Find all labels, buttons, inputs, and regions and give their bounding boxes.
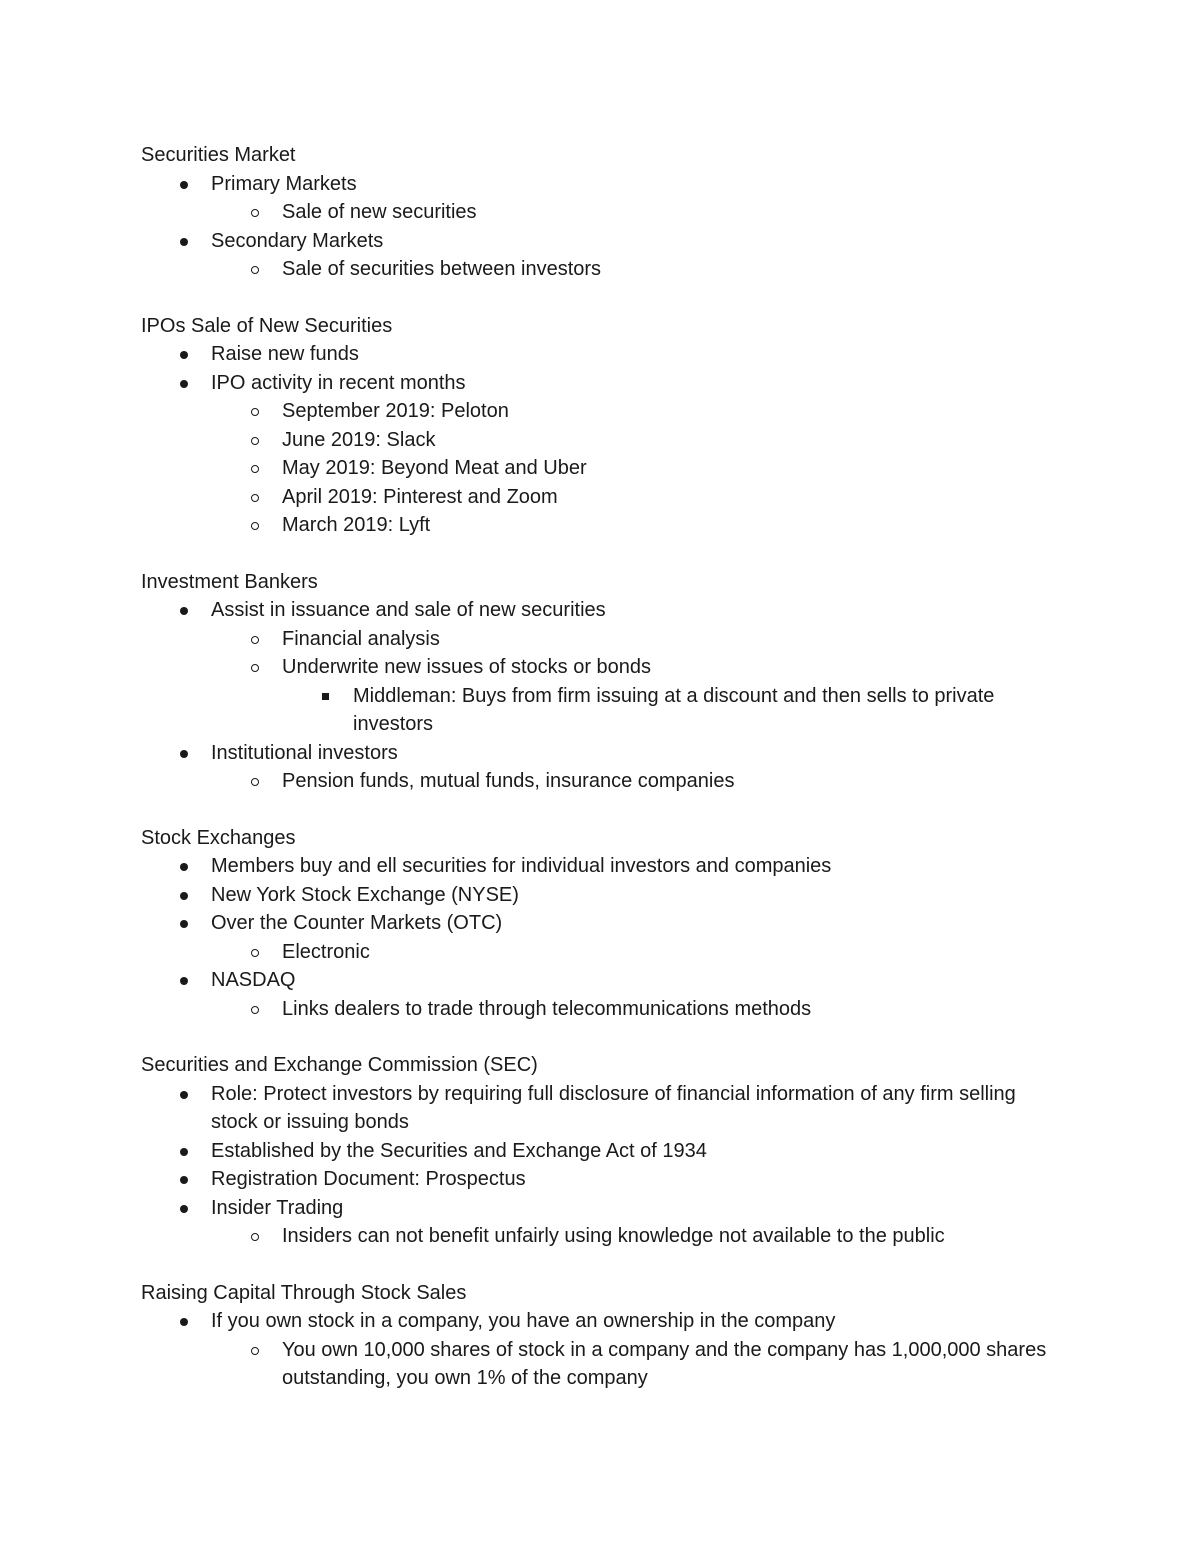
list-item-text: New York Stock Exchange (NYSE) bbox=[211, 883, 519, 906]
notes-section bbox=[141, 312, 1061, 540]
bullet-marker bbox=[177, 596, 191, 625]
bullet-list-level-2 bbox=[141, 1336, 1061, 1393]
list-item bbox=[141, 881, 1061, 910]
list-item bbox=[141, 255, 1061, 284]
bullet-marker bbox=[248, 454, 262, 483]
bullet-marker bbox=[177, 739, 191, 768]
list-item-row bbox=[141, 255, 1061, 284]
section-heading: IPOs Sale of New Securities bbox=[141, 314, 393, 337]
bullet-marker bbox=[248, 255, 262, 284]
list-item bbox=[141, 1137, 1061, 1166]
bullet-marker bbox=[248, 1222, 262, 1251]
list-item-text: Sale of securities between investors bbox=[282, 258, 602, 280]
bullet-marker bbox=[318, 682, 332, 711]
list-item-row bbox=[141, 966, 1061, 995]
bullet-square-icon bbox=[322, 693, 329, 700]
list-item bbox=[141, 170, 1061, 227]
bullet-marker bbox=[177, 1307, 191, 1336]
list-item-row bbox=[141, 340, 1061, 369]
bullet-ring-icon bbox=[251, 778, 259, 786]
list-item-text: Institutional investors bbox=[211, 741, 398, 764]
notes-section bbox=[141, 1279, 1061, 1393]
bullet-marker bbox=[177, 909, 191, 938]
bullet-dot-icon bbox=[180, 1176, 188, 1184]
notes-section bbox=[141, 1051, 1061, 1251]
list-item-text: April 2019: Pinterest and Zoom bbox=[282, 485, 558, 508]
bullet-list-level-2 bbox=[141, 198, 1061, 227]
list-item-text: Links dealers to trade through telecommunications methods bbox=[282, 997, 812, 1020]
bullet-ring-icon bbox=[251, 1233, 259, 1241]
list-item-text: March 2019: Lyft bbox=[282, 514, 431, 536]
list-item bbox=[141, 909, 1061, 966]
bullet-list-level-1 bbox=[141, 340, 1061, 540]
bullet-marker bbox=[177, 852, 191, 881]
bullet-list-level-2 bbox=[141, 255, 1061, 284]
list-item-text: Underwrite new issues of stocks or bonds bbox=[282, 656, 652, 678]
list-item bbox=[141, 511, 1061, 540]
bullet-list-level-3 bbox=[141, 682, 1061, 739]
list-item-row bbox=[141, 682, 1061, 739]
bullet-dot-icon bbox=[180, 1091, 188, 1099]
list-item-row bbox=[141, 483, 1061, 512]
bullet-list-level-1 bbox=[141, 1307, 1061, 1393]
bullet-marker bbox=[248, 426, 262, 455]
list-item-text: Established by the Securities and Exchange Act of 1934 bbox=[211, 1139, 707, 1162]
bullet-dot-icon bbox=[180, 892, 188, 900]
list-item-row bbox=[141, 369, 1061, 398]
bullet-marker bbox=[248, 995, 262, 1024]
section-heading: Securities and Exchange Commission (SEC) bbox=[141, 1054, 538, 1076]
bullet-dot-icon bbox=[180, 1205, 188, 1213]
bullet-ring-icon bbox=[251, 522, 259, 530]
list-item bbox=[141, 739, 1061, 796]
bullet-marker bbox=[177, 369, 191, 398]
bullet-marker bbox=[177, 881, 191, 910]
notes-section bbox=[141, 141, 1061, 284]
list-item-row bbox=[141, 625, 1061, 654]
list-item-text: NASDAQ bbox=[211, 969, 296, 991]
list-item bbox=[141, 1307, 1061, 1393]
list-item-text: IPO activity in recent months bbox=[211, 371, 466, 394]
list-item-text: You own 10,000 shares of stock in a company and the company has 1,000,000 shares outstanding, you own 1% of the company bbox=[282, 1338, 1047, 1389]
bullet-marker bbox=[177, 966, 191, 995]
bullet-ring-icon bbox=[251, 636, 259, 644]
section-heading: Investment Bankers bbox=[141, 570, 318, 593]
list-item-text: Assist in issuance and sale of new securities bbox=[211, 599, 606, 621]
bullet-dot-icon bbox=[180, 1148, 188, 1156]
bullet-marker bbox=[248, 397, 262, 426]
list-item bbox=[141, 852, 1061, 881]
list-item bbox=[141, 995, 1061, 1024]
list-item bbox=[141, 596, 1061, 739]
list-item-row bbox=[141, 909, 1061, 938]
bullet-list-level-1 bbox=[141, 170, 1061, 284]
list-item-text: Insider Trading bbox=[211, 1196, 344, 1219]
list-item bbox=[141, 397, 1061, 426]
bullet-ring-icon bbox=[251, 949, 259, 957]
list-item-text: Role: Protect investors by requiring full disclosure of financial information of any firm selling stock or issuing bonds bbox=[211, 1082, 1016, 1133]
list-item-row bbox=[141, 995, 1061, 1024]
list-item-text: Over the Counter Markets (OTC) bbox=[211, 912, 503, 934]
bullet-dot-icon bbox=[180, 380, 188, 388]
section-heading: Raising Capital Through Stock Sales bbox=[141, 1281, 467, 1304]
list-item-row bbox=[141, 1194, 1061, 1223]
list-item-text: Middleman: Buys from firm issuing at a discount and then sells to private investors bbox=[353, 684, 995, 735]
list-item-row bbox=[141, 1137, 1061, 1166]
list-item-row bbox=[141, 653, 1061, 682]
section-heading: Stock Exchanges bbox=[141, 826, 296, 849]
list-item bbox=[141, 483, 1061, 512]
bullet-dot-icon bbox=[180, 977, 188, 985]
bullet-marker bbox=[248, 767, 262, 796]
bullet-list-level-2 bbox=[141, 625, 1061, 739]
notes-section bbox=[141, 824, 1061, 1024]
bullet-marker bbox=[248, 483, 262, 512]
bullet-ring-icon bbox=[251, 465, 259, 473]
list-item bbox=[141, 369, 1061, 540]
bullet-ring-icon bbox=[251, 494, 259, 502]
bullet-ring-icon bbox=[251, 1347, 259, 1355]
bullet-list-level-1 bbox=[141, 596, 1061, 796]
list-item-text: Pension funds, mutual funds, insurance companies bbox=[282, 770, 735, 792]
list-item-text: September 2019: Peloton bbox=[282, 400, 509, 422]
list-item-row bbox=[141, 426, 1061, 455]
list-item bbox=[141, 1222, 1061, 1251]
list-item bbox=[141, 1194, 1061, 1251]
list-item-text: If you own stock in a company, you have an ownership in the company bbox=[211, 1310, 836, 1332]
bullet-list-level-2 bbox=[141, 1222, 1061, 1251]
list-item-row bbox=[141, 852, 1061, 881]
list-item bbox=[141, 1336, 1061, 1393]
bullet-dot-icon bbox=[180, 750, 188, 758]
bullet-list-level-1 bbox=[141, 852, 1061, 1023]
list-item-text: Financial analysis bbox=[282, 627, 440, 650]
bullet-dot-icon bbox=[180, 920, 188, 928]
list-item-row bbox=[141, 938, 1061, 967]
list-item-text: Electronic bbox=[282, 940, 370, 963]
list-item-row bbox=[141, 1307, 1061, 1336]
bullet-ring-icon bbox=[251, 664, 259, 672]
bullet-marker bbox=[177, 1165, 191, 1194]
notes-section bbox=[141, 568, 1061, 796]
list-item-text: Primary Markets bbox=[211, 172, 357, 195]
bullet-marker bbox=[177, 1194, 191, 1223]
bullet-dot-icon bbox=[180, 1318, 188, 1326]
list-item bbox=[141, 1080, 1061, 1137]
list-item-row bbox=[141, 881, 1061, 910]
bullet-dot-icon bbox=[180, 351, 188, 359]
bullet-dot-icon bbox=[180, 238, 188, 246]
bullet-list-level-2 bbox=[141, 938, 1061, 967]
list-item-text: Raise new funds bbox=[211, 343, 359, 365]
bullet-ring-icon bbox=[251, 437, 259, 445]
bullet-dot-icon bbox=[180, 607, 188, 615]
bullet-marker bbox=[248, 198, 262, 227]
list-item-text: May 2019: Beyond Meat and Uber bbox=[282, 457, 587, 479]
list-item bbox=[141, 227, 1061, 284]
bullet-marker bbox=[177, 1080, 191, 1109]
bullet-list-level-2 bbox=[141, 397, 1061, 540]
bullet-ring-icon bbox=[251, 1006, 259, 1014]
list-item bbox=[141, 938, 1061, 967]
list-item-row bbox=[141, 170, 1061, 199]
list-item-text: Registration Document: Prospectus bbox=[211, 1168, 526, 1190]
list-item bbox=[141, 426, 1061, 455]
list-item bbox=[141, 198, 1061, 227]
list-item bbox=[141, 682, 1061, 739]
list-item-text: Secondary Markets bbox=[211, 229, 384, 252]
bullet-marker bbox=[177, 170, 191, 199]
bullet-marker bbox=[248, 511, 262, 540]
list-item bbox=[141, 454, 1061, 483]
bullet-ring-icon bbox=[251, 266, 259, 274]
section-heading: Securities Market bbox=[141, 144, 296, 166]
list-item bbox=[141, 767, 1061, 796]
list-item-row bbox=[141, 739, 1061, 768]
bullet-dot-icon bbox=[180, 181, 188, 189]
bullet-list-level-1 bbox=[141, 1080, 1061, 1251]
list-item bbox=[141, 653, 1061, 739]
list-item-row bbox=[141, 1165, 1061, 1194]
list-item bbox=[141, 625, 1061, 654]
list-item-row bbox=[141, 767, 1061, 796]
list-item-row bbox=[141, 1222, 1061, 1251]
list-item-row bbox=[141, 596, 1061, 625]
bullet-marker bbox=[248, 1336, 262, 1365]
bullet-marker bbox=[248, 938, 262, 967]
list-item bbox=[141, 340, 1061, 369]
bullet-marker bbox=[177, 340, 191, 369]
list-item-text: Insiders can not benefit unfairly using knowledge not available to the public bbox=[282, 1225, 945, 1247]
bullet-dot-icon bbox=[180, 863, 188, 871]
bullet-ring-icon bbox=[251, 408, 259, 416]
list-item bbox=[141, 966, 1061, 1023]
list-item-row bbox=[141, 198, 1061, 227]
list-item-text: June 2019: Slack bbox=[282, 428, 436, 451]
list-item-row bbox=[141, 227, 1061, 256]
list-item-text: Members buy and ell securities for individual investors and companies bbox=[211, 855, 832, 877]
bullet-ring-icon bbox=[251, 209, 259, 217]
list-item-text: Sale of new securities bbox=[282, 201, 477, 223]
bullet-marker bbox=[248, 653, 262, 682]
list-item-row bbox=[141, 511, 1061, 540]
bullet-marker bbox=[248, 625, 262, 654]
bullet-marker bbox=[177, 1137, 191, 1166]
list-item-row bbox=[141, 454, 1061, 483]
list-item bbox=[141, 1165, 1061, 1194]
bullet-list-level-2 bbox=[141, 995, 1061, 1024]
bullet-marker bbox=[177, 227, 191, 256]
document-page bbox=[141, 141, 1061, 1421]
list-item-row bbox=[141, 1080, 1061, 1137]
list-item-row bbox=[141, 397, 1061, 426]
list-item-row bbox=[141, 1336, 1061, 1393]
bullet-list-level-2 bbox=[141, 767, 1061, 796]
